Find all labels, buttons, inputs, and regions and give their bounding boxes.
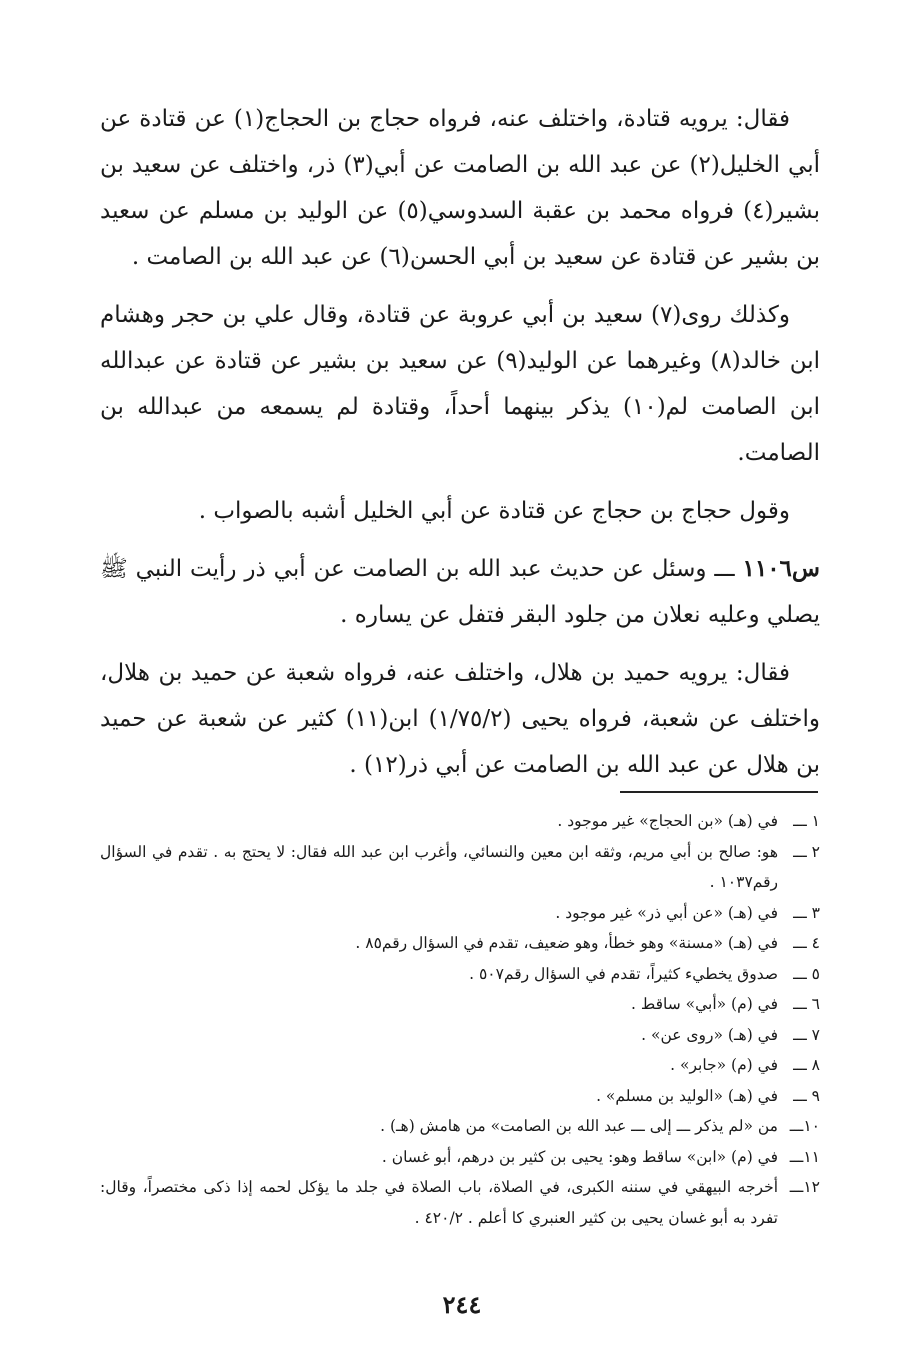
footnote-text: في (هـ) «مسنة» وهو خطأ، وهو ضعيف، تقدم في السؤال رقم٨٥ . — [355, 934, 778, 952]
paragraph: وكذلك روى(٧) سعيد بن أبي عروبة عن قتادة، وقال علي بن حجر وهشام ابن خالد(٨) وغيرهما عن الوليد(٩) عن سعيد بن بشير عن قتادة عن عبدالله ابن الصامت لم(١٠) يذكر بينهما أحداً، وقتادة لم يسمعه من عبدالله بن الصامت. — [100, 302, 821, 466]
footnote-number: ١ ـــ — [793, 812, 820, 830]
footnote-text: أخرجه البيهقي في سننه الكبرى، في الصلاة، باب الصلاة في جلد ما يؤكل لحمه إذا ذكى مختصراً، وقال: تفرد به أبو غسان يحيى بن كثير العنبري كا أعلم . ٤٢٠/٢ . — [100, 1178, 778, 1227]
footnote-number: ٨ ـــ — [793, 1056, 820, 1074]
footnote — [100, 1050, 820, 1081]
footnote — [100, 959, 820, 990]
paragraph: وقول حجاج بن حجاج عن قتادة عن أبي الخليل أشبه بالصواب . — [198, 498, 790, 524]
footnote — [100, 1142, 820, 1173]
main-text — [100, 96, 820, 800]
footnote — [100, 928, 820, 959]
footnote-text: هو: صالح بن أبي مريم، وثقه ابن معين والنسائي، وأغرب ابن عبد الله فقال: لا يحتج به . تقدم في السؤال رقم١٠٣٧ . — [100, 842, 778, 891]
footnote-text: في (م) «جابر» . — [670, 1056, 778, 1074]
footnote-number: ٧ ـــ — [793, 1025, 820, 1044]
footnote-number: ١٢ـــ — [789, 1178, 820, 1196]
footnote-number: ٦ ـــ — [793, 995, 820, 1013]
footnote-text: في (هـ) «بن الحجاج» غير موجود . — [557, 812, 778, 830]
footnote — [100, 898, 820, 929]
footnote-text: في (هـ) «الوليد بن مسلم» . — [596, 1086, 778, 1105]
footnote-text: في (م) «أبي» ساقط . — [631, 995, 778, 1013]
footnote-number: ٥ ـــ — [793, 964, 820, 983]
footnote-text: من «لم يذكر ـــ إلى ـــ عبد الله بن الصامت» من هامش (هـ) . — [380, 1117, 778, 1135]
answer-paragraph: فقال: يرويه حميد بن هلال، واختلف عنه، فرواه شعبة عن حميد بن هلال، واختلف عن شعبة، فرواه يحيى (١/٧٥/٢) ابن(١١) كثير عن شعبة عن حميد بن هلال عن عبد الله بن الصامت عن أبي ذر(١٢) . — [100, 660, 820, 778]
footnote-number: ٣ ـــ — [793, 903, 820, 922]
question-paragraph — [100, 546, 820, 638]
footnotes — [100, 806, 820, 1233]
footnote — [100, 1172, 820, 1233]
question-text: ـــ وسئل عن حديث عبد الله بن الصامت عن أبي ذر رأيت النبي ﷺ يصلي وعليه نعلان من جلود البقر فتفل عن يساره . — [100, 556, 820, 628]
question-number: س١١٠٦ — [742, 555, 820, 582]
footnote — [100, 1111, 820, 1142]
footnote — [100, 1020, 820, 1051]
paragraph: فقال: يرويه قتادة، واختلف عنه، فرواه حجاج بن الحجاج(١) عن قتادة عن أبي الخليل(٢) عن عبد الله بن الصامت عن أبي(٣) ذر، واختلف عن سعيد بن بشير(٤) فرواه محمد بن عقبة السدوسي(٥) عن الوليد بن مسلم عن سعيد بن بشير عن قتادة عن سعيد بن أبي الحسن(٦) عن عبد الله بن الصامت . — [100, 106, 820, 270]
footnote-number: ٩ ـــ — [793, 1086, 820, 1105]
footnote-text: في (هـ) «روى عن» . — [641, 1025, 778, 1044]
footnote-number: ١١ـــ — [789, 1147, 820, 1166]
footnote-number: ٤ ـــ — [793, 934, 820, 952]
footnote-text: صدوق يخطيء كثيراً، تقدم في السؤال رقم٥٠٧ . — [469, 964, 778, 983]
footnote — [100, 989, 820, 1020]
page-number: ٢٤٤ — [442, 1290, 482, 1319]
footnote-number: ١٠ـــ — [789, 1117, 820, 1135]
footnote-text: في (هـ) «عن أبي ذر» غير موجود . — [555, 903, 778, 922]
footnote-text: في (م) «ابن» ساقط وهو: يحيى بن كثير بن درهم، أبو غسان . — [381, 1147, 778, 1166]
footnote-separator — [620, 791, 818, 793]
footnote-number: ٢ ـــ — [793, 842, 820, 861]
footnote — [100, 837, 820, 898]
footnote — [100, 1081, 820, 1112]
footnote — [100, 806, 820, 837]
